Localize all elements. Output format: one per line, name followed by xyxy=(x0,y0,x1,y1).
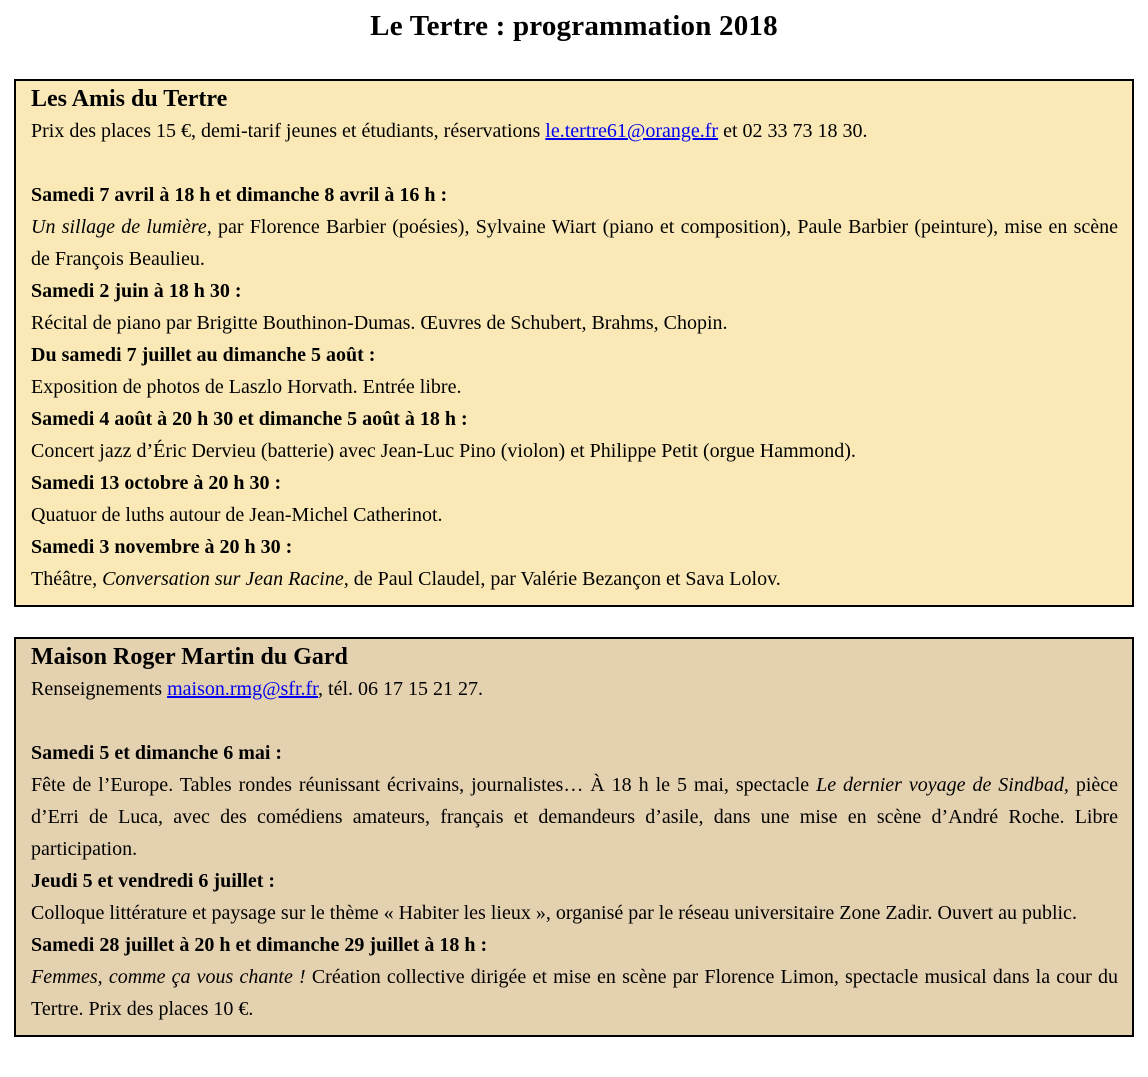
section-intro xyxy=(31,673,1118,705)
description-text: de Paul Claudel, par Valérie Bezançon et Sava Lolov. xyxy=(348,568,781,590)
event xyxy=(31,467,1118,531)
work-title: Un sillage de lumière, xyxy=(31,216,212,238)
section-maison-roger-martin-du-gard xyxy=(14,637,1134,1037)
event-description xyxy=(31,563,1118,595)
event-list xyxy=(31,179,1118,595)
section-title: Maison Roger Martin du Gard xyxy=(31,644,348,670)
description-text: Exposition de photos de Laszlo Horvath. Entrée libre. xyxy=(31,376,462,398)
description-text: Fête de l’Europe. Tables rondes réunissant écrivains, journalistes… À 18 h le 5 mai, spectacle xyxy=(31,774,817,796)
event-description xyxy=(31,499,1118,531)
intro-text-before: Renseignements xyxy=(31,678,168,700)
event-description xyxy=(31,961,1118,1025)
event-list xyxy=(31,737,1118,1025)
event-date: Samedi 5 et dimanche 6 mai : xyxy=(31,742,283,764)
event-description xyxy=(31,769,1118,865)
blank-line xyxy=(31,147,1118,179)
email-link-maison[interactable]: maison.rmg@sfr.fr xyxy=(167,678,319,700)
intro-text-before: Prix des places 15 €, demi-tarif jeunes et étudiants, réservations xyxy=(31,120,546,142)
event-date: Du samedi 7 juillet au dimanche 5 août : xyxy=(31,344,376,366)
event xyxy=(31,403,1118,467)
description-text: par Florence Barbier (poésies), Sylvaine Wiart (piano et composition), Paule Barbier (peinture), mise en scène de François Beaulieu. xyxy=(31,216,1118,270)
event-description xyxy=(31,897,1118,929)
event xyxy=(31,339,1118,403)
section-les-amis-du-tertre xyxy=(14,79,1134,607)
event-date: Samedi 13 octobre à 20 h 30 : xyxy=(31,472,282,494)
description-text: Création collective dirigée et mise en scène par Florence Limon, spectacle musical dans la cour du Tertre. Prix des places 10 €. xyxy=(31,966,1118,1020)
event xyxy=(31,929,1118,1025)
email-link-tertre[interactable]: le.tertre61@orange.fr xyxy=(545,120,719,142)
event xyxy=(31,531,1118,595)
event-date: Samedi 4 août à 20 h 30 et dimanche 5 août à 18 h : xyxy=(31,408,468,430)
work-title: Le dernier voyage de Sindbad, xyxy=(816,774,1069,796)
description-text: Théâtre, xyxy=(31,568,103,590)
description-text: Colloque littérature et paysage sur le thème « Habiter les lieux », organisé par le réseau universitaire Zone Zadir. Ouvert au public. xyxy=(31,902,1077,924)
event-description xyxy=(31,371,1118,403)
event xyxy=(31,865,1118,929)
intro-text-after: et 02 33 73 18 30. xyxy=(718,120,868,142)
event xyxy=(31,179,1118,275)
blank-line xyxy=(31,705,1118,737)
description-text: Concert jazz d’Éric Dervieu (batterie) avec Jean-Luc Pino (violon) et Philippe Petit (orgue Hammond). xyxy=(31,440,856,462)
event-date: Samedi 7 avril à 18 h et dimanche 8 avril à 16 h : xyxy=(31,184,448,206)
event-date: Samedi 3 novembre à 20 h 30 : xyxy=(31,536,293,558)
section-title: Les Amis du Tertre xyxy=(31,86,228,112)
intro-text-after: , tél. 06 17 15 21 27. xyxy=(318,678,484,700)
section-intro xyxy=(31,115,1118,147)
event-description xyxy=(31,211,1118,275)
description-text: pièce d’Erri de Luca, avec des comédiens amateurs, français et demandeurs d’asile, dans une mise en scène d’André Roche. Libre participation. xyxy=(31,774,1118,860)
page-title: Le Tertre : programmation 2018 xyxy=(370,10,778,42)
event-date: Samedi 2 juin à 18 h 30 : xyxy=(31,280,242,302)
event-date: Jeudi 5 et vendredi 6 juillet : xyxy=(31,870,276,892)
event-date: Samedi 28 juillet à 20 h et dimanche 29 juillet à 18 h : xyxy=(31,934,488,956)
description-text: Quatuor de luths autour de Jean-Michel Catherinot. xyxy=(31,504,443,526)
event xyxy=(31,737,1118,865)
event-description xyxy=(31,307,1118,339)
description-text: Récital de piano par Brigitte Bouthinon-Dumas. Œuvres de Schubert, Brahms, Chopin. xyxy=(31,312,728,334)
work-title: Conversation sur Jean Racine, xyxy=(102,568,349,590)
event xyxy=(31,275,1118,339)
work-title: Femmes, comme ça vous chante ! xyxy=(31,966,306,988)
event-description xyxy=(31,435,1118,467)
